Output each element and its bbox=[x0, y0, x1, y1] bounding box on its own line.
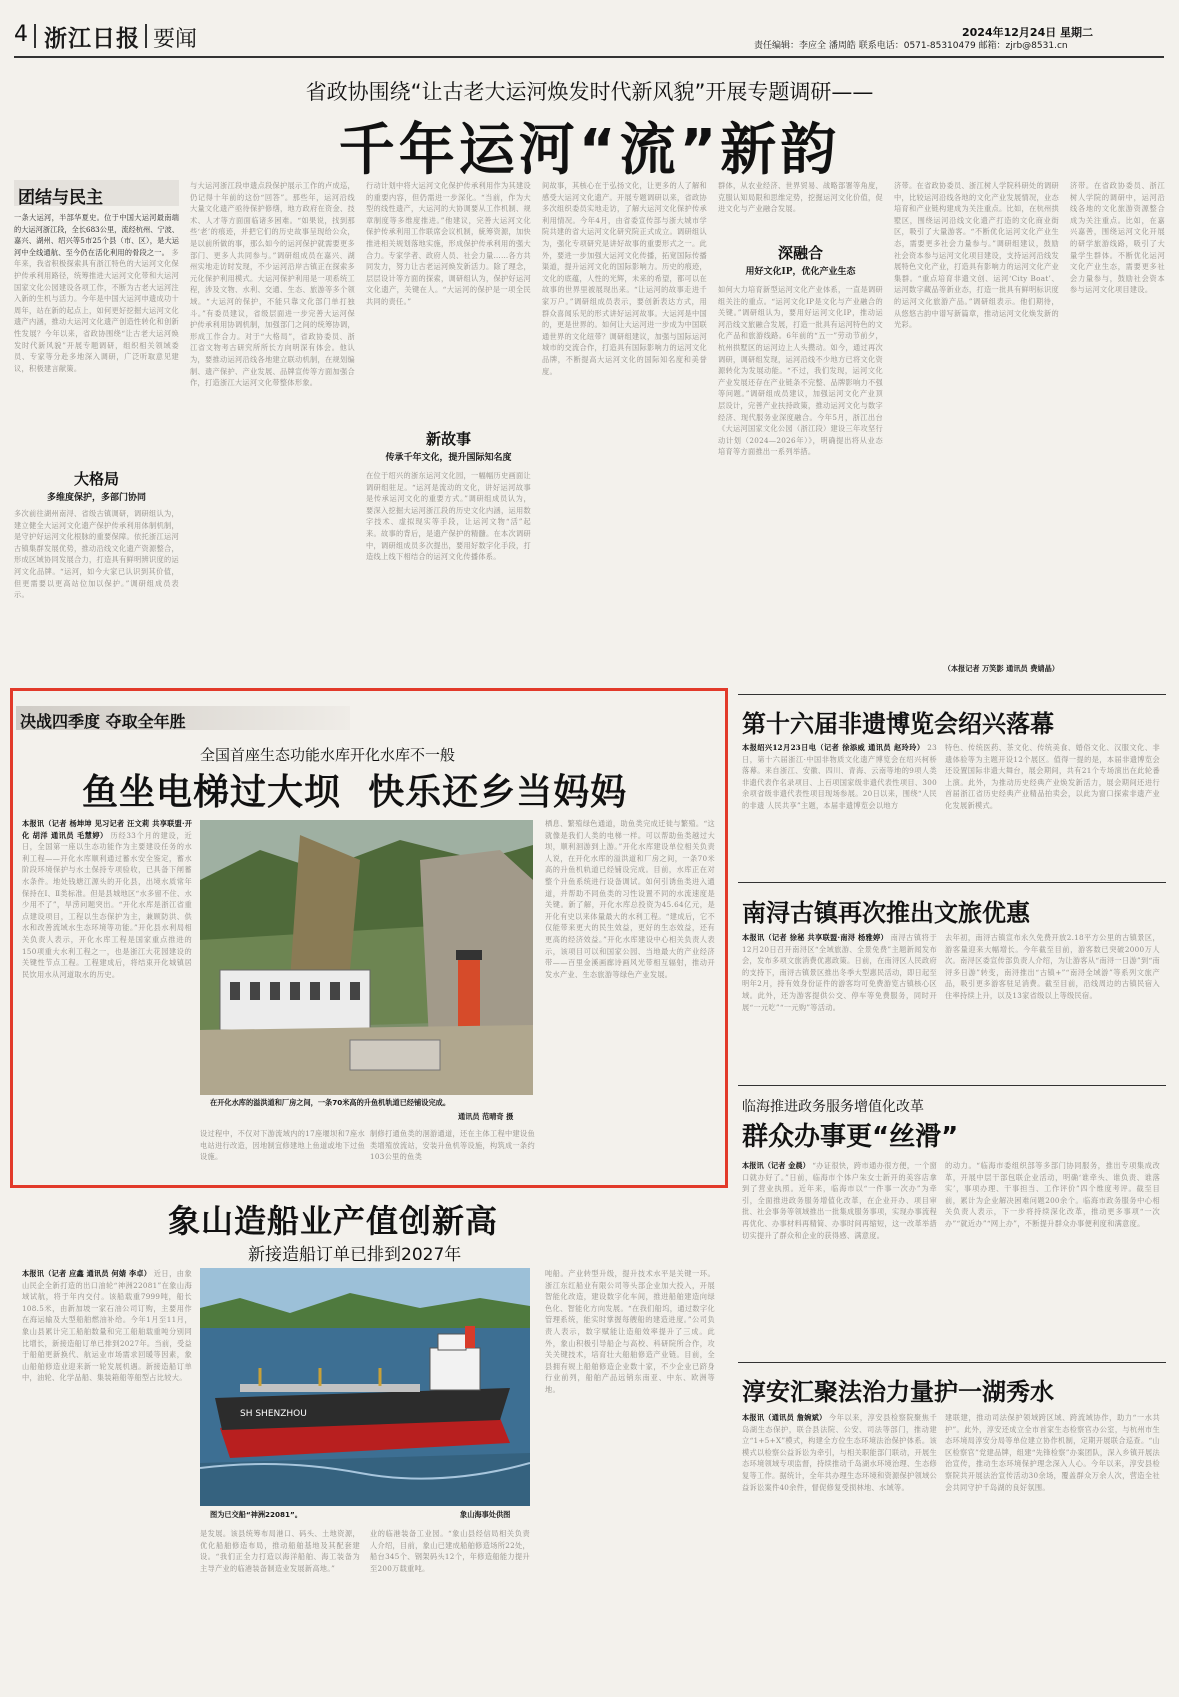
story-column: 的动力。“临海市委组织部等多部门协同服务，推出专项集成改革，开展中层干部包联企业活动，明确‘谁牵头、谁负责、谁落实’，事项办理、干事担当、工作评价”四个维度考评。截至目前，累计为企业解决困难问题200余个。临海市政务服务中心相关负责人表示，下一步将持续深化改革，推动更多事项“一次办”“就近办”“网上办”，不断提升群众办事便利度和满意度。 bbox=[945, 1161, 1160, 1228]
story-headline: 南浔古镇再次推出文旅优惠 bbox=[742, 899, 1030, 927]
top-story-column: 多次前往湖州南浔、省级古镇调研，调研组认为，建立健全大运河文化遗产保护传承利用体制机制，是守护好运河文化根脉的重要保障。依托浙江运河古镇集群发展优势，推动沿线文化遗产资源整合，形成区域协同发展合力，打造具有鲜明辨识度的运河文化品牌。“运河，如今大家已认识到其价值，但更需要以更高站位加以保护。”调研组成员表示。 bbox=[14, 509, 179, 600]
top-story-column: 在位于绍兴的浙东运河文化园，一幅幅历史画面让调研组驻足。“运河是流动的文化，讲好运河故事是传承运河文化的重要方式。”调研组成员认为，要深入挖掘大运河浙江段的历史文化内涵，运用数字技术、虚拟现实等手段，让运河文物“活”起来。故事的背后，是遗产保护的精髓。在本次调研中，调研组成员多次提出，要用好数字化手段，打造线上线下相结合的运河文化传播体系。 bbox=[366, 471, 531, 562]
story-column: 本报绍兴12月23日电（记者 徐添威 通讯员 赵玲玲） 23日，第十六届浙江·中国非物质文化遗产博览会在绍兴柯桥落幕。来自浙江、安徽、四川、青海、云南等地的9项人类非遗代表作名录项目、上百项国家级非遗代表性项目、300余项省级非遗代表性项目现场参展。20日以来，围绕“人民的非遗 人民共享”主题，本届非遗博览会以地方 bbox=[742, 743, 937, 810]
feature-column: 制修打通鱼类的洄游通道，还在主体工程中建设鱼类增殖放流站，安装升鱼机等设施，构筑成一条约103公里的鱼类 bbox=[370, 1129, 535, 1162]
story-divider bbox=[738, 1085, 1166, 1086]
feature-column: 本报讯（记者 杨坤坤 见习记者 汪文莉 共享联盟·开化 胡洋 通讯员 毛慧婷） 历经33个月的建设，近日，全国第一座以生态功能作为主要建设任务的水利工程——开化水库顺利通过蓄水安全鉴定，蓄水阶段环境保护与水土保持专项验收，已具备下闸蓄水条件。地处钱塘江源头的开化县，出境水质常年保持在Ⅰ、Ⅱ类标准。但是县城地区“水多留不住、水少用不了”，旱涝问题突出。“开化水库是浙江省重点建设项目，工程以生态保护为主，兼顾防洪、供水和改善流域水生态环境等功能。”开化县水利局相关负责人表示，开化水库工程是国家重点推进的150项重大水利工程之一，也是浙江大花园建设的关键性节点工程。工程建成后，将结束开化城镇居民饮用水从河道取水的历史。 bbox=[22, 819, 192, 979]
masthead-divider bbox=[145, 24, 147, 48]
story-column: 去年初，南浔古镇宣布永久免费开放2.18平方公里的古镇景区，游客量迎来大幅增长。今年截至目前，游客数已突破2000万人次。南浔区委宣传部负责人介绍，为让游客从“南浔一日游”到“南浔多日游”转变，南浔推出“古镇+”“南浔全域游”等系列文旅产品，吸引更多游客驻足消费。截至目前，沿线周边的古镇民宿入住率持续上升，以及13家省级以上等级民宿。 bbox=[945, 933, 1160, 1000]
ship-column: 业的临港装备工业园。“象山县经信局相关负责人介绍，目前，象山已建成船舶修造场所22处，船台345个、钢架码头12个，年修造船能力提升至200万载重吨。 bbox=[370, 1529, 530, 1573]
top-story-column: 间故事，其核心在于弘扬文化，让更多的人了解和感受大运河文化遗产。开展专题调研以来，省政协多次组织委员实地走访，了解大运河文化保护传承利用情况。今年4月，由省委宣传部与浙大城市学院共建的省大运河文化研究院正式成立。调研组认为，强化专项研究是讲好故事的重要形式之一。此外，要进一步加强大运河文化传播，拓宽国际传播渠道，提升运河文化的国际影响力。历史的痕迹，文化的底蕴，人性的光辉，未来的希望，都可以在故事的世界里被展现出来。“让运河的故事走进千家万户。”调研组成员表示，要创新表达方式，用群众喜闻乐见的形式讲好运河故事。大运河是中国的，更是世界的。如何让大运河进一步成为中国联通世界的文化纽带？调研组建议，加强与国际运河城市的交流合作，打造具有国际影响力的运河文化品牌，不断提高大运河文化的国际知名度和美誉度。 bbox=[542, 181, 707, 376]
subhead-deck: 多维度保护，多部门协同 bbox=[46, 493, 146, 503]
top-story-column: 行动计划中将大运河文化保护传承利用作为其建设的重要内容，但仍需进一步深化。“当前，作为大型的线性遗产，大运河的大协调要从工作机制、规章制度等多维度推进。”他建议，完善大运河文化保护传承利用工作联席会议机制，統筹资源，加快推进相关规划落地实施，形成保护传承利用的强大合力。专家学者、政府人员、社会力量……各方共同发力，努力让古老运河焕发新活力。除了理念，层层设计等方面的探索，调研组认为，保护好运河文化遗产，关键在人。“大运河的保护是一项全民共同的责任。” bbox=[366, 181, 531, 306]
story-column: 本报讯（通讯员 詹婉斌） 今年以来，淳安县检察院聚焦千岛湖生态保护，联合县法院、公安、司法等部门，推动建立“1+5+X”模式，构建全方位生态环境法治保护体系。该模式以检察公益诉讼为牵引，与相关职能部门联动，开展生态环境领域专项监督，持续推动千岛湖水环境治理、生态修复等工作。据统计，全年共办理生态环境和资源保护领域公益诉讼案件40余件，督促修复受损林地、水域等。 bbox=[742, 1413, 937, 1492]
editor-line: 责任编辑：李应全 潘周皓 联系电话：0571-85310479 邮箱：zjrb@8531.cn bbox=[754, 41, 1068, 51]
ship-photo bbox=[200, 1268, 530, 1506]
story-headline: 第十六届非遗博览会绍兴落幕 bbox=[742, 710, 1054, 738]
subhead-deck: 用好文化IP，优化产业生态 bbox=[745, 267, 856, 277]
story-headline: 群众办事更“丝滑” bbox=[742, 1122, 959, 1152]
story-column: 本报讯（记者 徐秘 共享联盟·南浔 杨雅婷） 南浔古镇将于12月20日召开南浔区“全域旅游、全景免费”主题新闻发布会，发布多项文旅消费优惠政策。日前，在南浔区人民政府的支持下，南浔古镇景区推出冬季大型惠民活动，即日起至明年2月，持有效身份证件的游客均可免费游览古镇核心区域。此外，还为游客提供公交、停车等免费服务，同时开展“一元吃”“一元购”等活动。 bbox=[742, 933, 937, 1012]
feature-kicker: 全国首座生态功能水库开化水库不一般 bbox=[200, 746, 456, 764]
subhead-title: 大格局 bbox=[73, 470, 119, 488]
top-story-column: 与大运河浙江段申遗点段保护展示工作的卢成巡，仍记得十年前的这份“回答”。那些年，运河沿线大量文化遗产亟待保护修缮，地方政府在资金、技术、人才等方面面临诸多困难。“如果说，找到那些‘老’的痕迹，并把它们的历史故事呈现给公众，是以前所做的事，那么如今的运河保护就需要更多部门、更多人共同参与。”调研组成员在嘉兴、湖州实地走访时发现，不少运河沿岸古镇正在探索多元化保护利用模式。大运河保护利用是一项系统工程，涉及文物、水利、交通、生态、旅游等多个领域。“大运河的保护，不能只靠文化部门单打独斗。”有委员建议，省级层面进一步完善大运河保护传承利用协调机制，加强部门之间的统筹协调，形成工作合力。对于“大格局”，省政协委员、浙江省文物考古研究所所长方向明深有体会。他认为，要推动运河沿线各地建立联动机制，在规划编制、遗产保护、产业发展、品牌宣传等方面加强合作，打造浙江大运河文化带整体形象。 bbox=[190, 181, 355, 388]
top-story-column: 群体，从农业经济、世界贸易、战略部署等角度，克服认知局限和思维定势，挖掘运河文化价值，促进文化与产业融合发展。 bbox=[718, 181, 883, 214]
story-kicker: 临海推进政务服务增值化改革 bbox=[742, 1099, 924, 1115]
masthead-rule bbox=[14, 56, 1164, 58]
story-divider bbox=[738, 882, 1166, 883]
ship-column: 吨船。产业转型升级，提升技术水平是关键一环。浙江东红船业有限公司等头部企业加大投入，开展智能化改造，建设数字化车间，推进船舶建造向绿色化、智能化方向发展。“在我们船坞，通过数字化管理系统，能实时掌握每艘船的建造进度。”公司负责人表示，数字赋能让造船效率提升了三成。此外，象山积极引导船企与高校、科研院所合作，攻关关键技术，培育壮大船舶修造产业链。目前，全县拥有规上船舶修造企业数十家，不少企业已跻身行业前列，船舶产品远销东南亚、中东、欧洲等地。 bbox=[545, 1269, 715, 1394]
subhead-title: 深融合 bbox=[777, 244, 823, 262]
paper-name: 浙江日报 bbox=[44, 25, 140, 52]
subhead-title: 新故事 bbox=[425, 430, 471, 448]
ship-illustration bbox=[200, 1268, 530, 1506]
top-story-column: 济带。在省政协委员、浙江树人学院的调研中，运河沿线各地的文化旅游资源整合成为关注重点。比如，在嘉兴嘉善，围绕运河文化开展的研学旅游线路，吸引了大量学生群体。不断优化运河文化产业生态，需要更多社会力量参与，鼓励社会资本参与运河文化项目建设。 bbox=[1070, 181, 1165, 295]
section-name: 要闻 bbox=[153, 27, 198, 52]
feature-column: 设过程中，不仅对下游流域内的17座堰坝和7座水电站进行改造，因地制宜修建地上鱼道或地下过鱼设施。 bbox=[200, 1129, 365, 1162]
story-divider bbox=[738, 1362, 1166, 1363]
subhead-deck: 传承千年文化，提升国际知名度 bbox=[385, 453, 512, 463]
dam-illustration bbox=[200, 820, 533, 1095]
ship-photo-caption: 图为已交船“神洲22081”。 bbox=[210, 1510, 302, 1519]
dam-photo-credit: 通讯员 范晴奇 摄 bbox=[458, 1112, 514, 1121]
story-column: 本报讯（记者 金晨） “办证很快，跨市通办很方便，一个窗口就办好了。”日前，临海市个体户朱女士新开的美容店拿到了营业执照。近年来，临海市以“一件事一次办”为牵引，全面推进政务服务增值化改革，在企业开办、项目审批、社会事务等领域推出一批集成服务事项，实现办事流程再优化、办事材料再精简、办事时间再缩短，这一改革举措切实提升了群众和企业的获得感、满意度。 bbox=[742, 1161, 937, 1240]
top-story-kicker: 省政协围绕“让古老大运河焕发时代新风貌”开展专题调研—— bbox=[305, 80, 874, 104]
story-headline: 淳安汇聚法治力量护一湖秀水 bbox=[742, 1378, 1054, 1406]
ship-column: 本报讯（记者 应鑫 通讯员 何婧 李卓） 近日，由象山民企全新打造的出口油轮“神洲22081”在象山海域试航，将于年内交付。该船载重7999吨，船长108.5米，由新加坡一家石油公司订购，主要用作在海运输及大型船舶燃油补给。今年1月至11月，象山县累计完工船舶数量和完工船舶载重吨分别同比增长，新接造船订单已排到2027年。当前，受益于船舶更新换代、航运业市场需求回暖等因素，象山船舶修造业迎来新一轮发展机遇。新接造船订单中，油轮、化学品船、集装箱船等船型占比较大。 bbox=[22, 1269, 192, 1383]
page-number: 4 bbox=[14, 22, 28, 47]
issue-date: 2024年12月24日 星期二 bbox=[962, 26, 1094, 39]
feature-column: 栖息、繁殖绿色通道，助鱼类完成迁徙与繁殖。“这就像是我们人类的电梯一样。可以帮助鱼类越过大坝，顺利洄游到上游。”开化水库建设单位相关负责人说，在开化水库的溢洪道和厂房之间，一条70米高的升鱼机轨道已经铺设完成。目前，水库正在对整个升鱼系统进行设备调试。如何引诱鱼类进入通道，并帮助不同鱼类的习性设置不同的水流速度是关键。新了解，开化水库总投资为45.64亿元，是开化有史以来体量最大的水利工程。“建成后，它不仅能带来更大的民生效益，更好的生态效益，还有更高的经济效益。”开化水库建设中心相关负责人表示，该项目可以和国家公园、当地最大的产业经济带——百里金溪画廊诗画风光带相互辐射，推动开发水产业、生态旅游等绿色产业发展。 bbox=[545, 819, 715, 979]
ship-story-headline: 象山造船业产值创新高 bbox=[168, 1202, 499, 1240]
ship-column: 是发展。该县统筹布局港口、码头、土地资源，优化船舶修造布局，推动船舶基地及其配套建设。“我们正全力打造以海洋船舶、海工装备为主导产业的临港装备制造业发展新高地。” bbox=[200, 1529, 360, 1573]
story-column: 特色、传统医药、茶文化、传统美食、婚俗文化、汉服文化、非遗体验等为主题开设12个展区。值得一提的是，本届非遗博览会还设置国际非遗大舞台，展会期间，共有21个专场演出在此轮番上演。此外，为推动历史经典产业焕发新活力，展会期间还进行首届浙江省历史经典产业精品拍卖会，以此为窗口探索非遗产业化发展新模式。 bbox=[945, 743, 1160, 810]
ship-story-deck: 新接造船订单已排到2027年 bbox=[248, 1245, 462, 1265]
top-story-column: 如何大力培育新型运河文化产业体系，一直是调研组关注的重点。“运河文化IP是文化与产业融合的关键。”调研组认为，要用好运河文化IP，推动运河沿线文旅融合发展，打造一批具有运河特色的文化产品和旅游线路。6年前的“五一”劳动节前夕，杭州拱墅区的运河边上人头攒动。如今，通过再次调研，调研组发现，运河沿线不少地方已将文化资源转化为发展动能。“不过，我们发现，运河文化产业发展还存在产业链条不完整、品牌影响力不强等问题。”调研组成员建议，加强运河文化产业顶层设计，完善产业扶持政策，推动运河文化与数字经济、现代服务业深度融合。今年5月，浙江出台《大运河国家文化公园（浙江段）建设三年攻坚行动计划（2024—2026年）》，明确提出将从业态培育等方面推出一系列举措。 bbox=[718, 285, 883, 457]
top-story-byline: （本报记者 万笑影 通讯员 费婧晶） bbox=[943, 664, 1059, 673]
ship-hull-name: SH SHENZHOU bbox=[240, 1409, 307, 1419]
column-tag-text: 团结与民主 bbox=[18, 188, 103, 208]
column-tag-text: 决战四季度 夺取全年胜 bbox=[20, 712, 186, 731]
story-divider bbox=[738, 694, 1166, 695]
top-story-lead: 一条大运河，半部华夏史。位于中国大运河最南端的大运河浙江段，全长683公里，流经杭州、宁波、嘉兴、湖州、绍兴等5市25个县（市、区），是大运河中全线通航、至今仍在活化利用的骨段之一。 多年来，我省积极探索具有浙江特色的大运河文化保护传承利用路径，统筹推进大运河文化带和大运河国家文化公园建设各项工作，不断为古老大运河注入新的生机与活力。今年是中国大运河申遗成功十周年，站在新的起点上，如何更好挖掘大运河文化遗产内涵，推动大运河文化遗产创造性转化和创新性发展？今年以来，省政协围绕“让古老大运河焕发时代新风貌”开展专题调研，组织相关领域委员、专家等分赴多地深入调研，广泛听取意见建议，积极建言献策。 bbox=[14, 213, 179, 373]
dam-photo bbox=[200, 820, 533, 1095]
top-story-column: 济带。在省政协委员、浙江树人学院科研处的调研中，比较运河沿线各地的文化产业发展情况，业态培育和产业链构建成为关注重点。比如，在杭州拱墅区，围绕运河沿线文化遗产打造的文化商业街区，吸引了大量游客。“不断优化运河文化产业生态，需要更多社会力量参与。”调研组建议，鼓励社会资本参与运河文化项目建设，支持运河沿线发展特色文化产业，打造具有影响力的运河文化产业集群。“重点培育非遗文创、运河‘City Boat’、运河数字藏品等新业态，打造一批具有鲜明标识度的运河文化旅游产品。”调研组表示。他们期待，从悠悠古韵中谱写新篇章，推动运河文化焕发新的光彩。 bbox=[894, 181, 1059, 330]
story-column: 建联建，推动司法保护领域跨区域、跨流域协作，助力“一水共护”。此外，淳安还成立全市首家生态检察官办公室，与杭州市生态环境局淳安分局等单位建立协作机制，定期开展联合巡查。“山区检察官”党建品牌，组建“先锋检察”办案团队，深入乡镇开展法治宣传，推动生态环境保护理念深入人心。今年以来，淳安县检察院共开展法治宣传活动30余场，覆盖群众万余人次，营造全社会共同守护千岛湖的良好氛围。 bbox=[945, 1413, 1160, 1492]
dam-photo-caption: 在开化水库的溢洪道和厂房之间，一条70米高的升鱼机轨道已经铺设完成。 bbox=[210, 1098, 451, 1107]
top-story-headline: 千年运河“流”新韵 bbox=[338, 118, 841, 183]
masthead-divider bbox=[34, 24, 36, 48]
feature-headline: 鱼坐电梯过大坝 快乐还乡当妈妈 bbox=[82, 772, 628, 813]
ship-photo-credit: 象山海事处供图 bbox=[460, 1510, 511, 1519]
